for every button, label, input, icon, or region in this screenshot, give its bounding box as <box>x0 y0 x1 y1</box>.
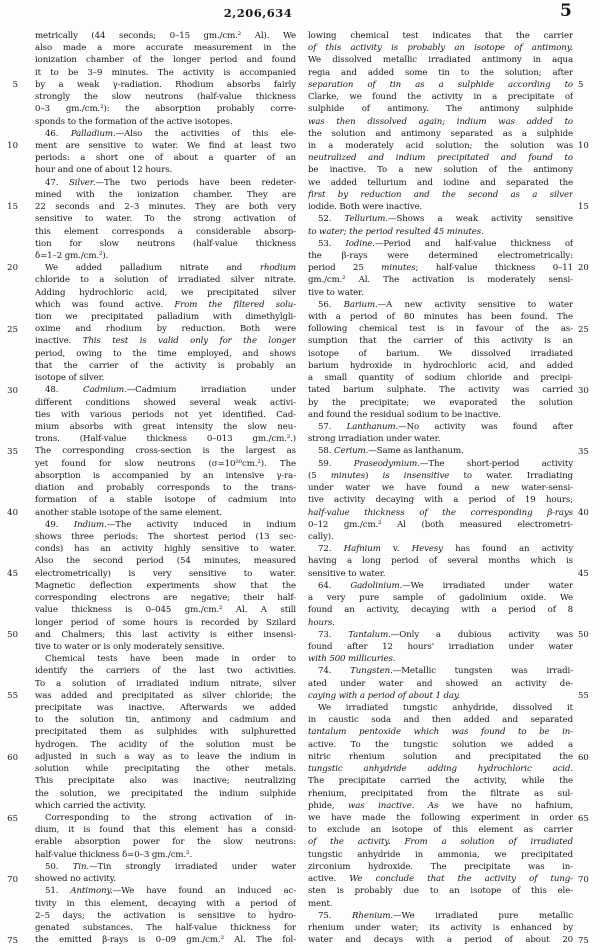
text-line: 47. Silver.—The two periods have been redeter- <box>45 177 296 188</box>
text-line: phide, was inactive. As we have no hafnium, <box>308 800 573 811</box>
text-line: 50. Tin.—Tin strongly irradiated under water <box>45 861 296 872</box>
text-line: water and decays with a period of about 20 <box>308 935 573 946</box>
text-line: 64. Gadolinium.—We irradiated under water <box>318 580 573 591</box>
text-line: in a moderately acid solution; the solution was <box>308 140 573 151</box>
text-line: 0–12 gm./cm.² Al (both measured electrometri- <box>308 519 573 530</box>
text-line: that the carrier of the activity is probably an <box>35 360 296 371</box>
margin-line-number: 75 <box>578 936 589 947</box>
text-line: to water; the period resulted 45 minutes. <box>308 226 484 237</box>
text-line: hour and one of about 12 hours. <box>35 165 173 176</box>
text-line: strong irradiation under water. <box>308 434 441 445</box>
text-line: it to be 3–9 minutes. The activity is accompanied <box>35 67 296 78</box>
margin-line-number: 35 <box>7 446 18 457</box>
text-line: Magnetic deflection experiments show that the <box>35 580 296 591</box>
text-line: different conditions showed several weak activi- <box>35 397 296 408</box>
margin-line-number: 45 <box>578 569 589 580</box>
text-line: hydrogen. The acidity of the solution must be <box>35 739 296 750</box>
text-line: ment are sensitive to water. We find at least two <box>35 140 296 151</box>
margin-line-number: 65 <box>578 813 589 824</box>
text-line: first by reduction and the second as a silver <box>308 189 573 200</box>
text-line: 73. Tantalum.—Only a dubious activity was <box>318 629 573 640</box>
margin-line-number: 5 <box>578 79 584 90</box>
text-line: active. We conclude that the activity of tung- <box>308 874 573 885</box>
text-line: Chemical tests have been made in order to <box>45 654 296 665</box>
text-line: of this activity is probably an isotope of antimony. <box>308 43 573 54</box>
text-line: 53. Iodine.—Period and half-value thickness of <box>318 238 573 249</box>
text-line: regia and added some tin to the solution; after <box>308 67 573 78</box>
text-line: precipitate was inactive. Afterwards we added <box>35 703 296 714</box>
margin-line-number: 30 <box>578 385 589 396</box>
text-line: we added tellurium and iodine and separated the <box>308 177 573 188</box>
text-line: formation of a stable isotope of cadmium into <box>35 495 296 506</box>
text-line: half-value thickness of the corresponding β-rays <box>308 507 573 518</box>
text-line: isotope of silver. <box>35 373 105 384</box>
text-line: a small quantity of sodium chloride and precipi- <box>308 373 573 384</box>
margin-line-number: 75 <box>7 936 18 947</box>
margin-line-number: 55 <box>7 691 18 702</box>
text-line: sulphide of antimony. The antimony sulphide <box>308 104 573 115</box>
text-line: caying with a period of about 1 day. <box>308 690 461 701</box>
margin-line-number: 20 <box>7 263 18 274</box>
text-line: solution while precipitating the other metals. <box>35 764 296 775</box>
text-line: oxime and rhodium by reduction. Both were <box>35 324 296 335</box>
text-line: δ=1–2 gm./cm.²). <box>35 250 109 261</box>
text-line: ated under water and showed an activity de- <box>308 678 573 689</box>
margin-line-number: 70 <box>578 874 589 885</box>
text-line: and found the residual sodium to be inactive. <box>308 409 501 420</box>
text-line: ionization chamber of the longer period and found <box>35 55 296 66</box>
margin-line-number: 70 <box>7 874 18 885</box>
margin-line-number: 15 <box>7 202 18 213</box>
text-line: This precipitate also was inactive; neutralizing <box>35 776 296 787</box>
text-line: tated barium sulphate. The activity was carried <box>308 385 573 396</box>
text-line: sensitive to water. <box>308 568 386 579</box>
text-line: electrometrically) is very sensitive to water. <box>35 568 296 579</box>
text-line: was then dissolved again; indium was added to <box>308 116 573 127</box>
text-line: tive to water. <box>308 287 364 298</box>
text-line: shows three periods: The shortest period (13 sec- <box>35 531 296 542</box>
text-line: was added and precipitated as silver chloride; the <box>35 690 296 701</box>
text-line: nitric rhenium solution and precipitated the <box>308 751 573 762</box>
text-line: tion we precipitated palladium with dimethylgli- <box>35 312 296 323</box>
text-line: dium, it is found that this element has a consid- <box>35 825 296 836</box>
text-line: 51. Antimony.—We have found an induced ac- <box>45 886 296 897</box>
text-line: 59. Praseodymium.—The short-period activity <box>318 458 573 469</box>
margin-line-number: 25 <box>7 324 18 335</box>
text-line: We irradiated tungstic anhydride, dissolved it <box>318 703 573 714</box>
text-line: also made a more accurate measurement in the <box>35 43 296 54</box>
text-line: to the solution tin, antimony and cadmium and <box>35 715 296 726</box>
text-line: trons. (Half-value thickness 0–013 gm./cm.².) <box>35 434 296 445</box>
text-line: zirconium hydroxide. The precipitate was in- <box>308 861 573 872</box>
text-line: tungstic anhydride adding hydrochloric acid. <box>308 764 573 775</box>
text-line: by a weak γ-radiation. Rhodium absorbs fairly <box>35 79 296 90</box>
margin-line-number: 25 <box>578 324 589 335</box>
text-line: 2–5 days; the activation is sensitive to hydro- <box>35 910 296 921</box>
text-line: with 500 millicuries. <box>308 654 396 665</box>
text-line: precipitated them as sulphides with sulphuretted <box>35 727 296 738</box>
text-line: sponds to the formation of the active isotopes. <box>35 116 233 127</box>
margin-line-number: 10 <box>7 141 18 152</box>
margin-line-number: 50 <box>7 630 18 641</box>
text-line: chloride to a solution of irradiated silver nitrate. <box>35 275 296 286</box>
text-line: isotope of barium. We dissolved irradiated <box>308 348 573 359</box>
text-line: half-value thickness δ=0–3 gm./cm.². <box>35 849 193 860</box>
text-line: strongly the slow neutrons (half-value thickness <box>35 92 296 103</box>
text-line: inactive. This test is valid only for the longer <box>35 336 296 347</box>
text-line: sten is probably due to an isotope of this ele- <box>308 886 573 897</box>
margin-line-number: 40 <box>578 507 589 518</box>
text-line: 48. Cadmium.—Cadmium irradiation under <box>45 385 296 396</box>
text-line: a very pure sample of gadolinium oxide. We <box>308 593 573 604</box>
text-line: tive to water or is only moderately sensitive. <box>35 641 225 652</box>
margin-line-number: 60 <box>578 752 589 763</box>
text-line: sumption that the carrier of this activity is an <box>308 336 573 347</box>
text-line: tion for slow neutrons (half-value thickness <box>35 238 296 249</box>
text-line: neutralized and indium precipitated and found to <box>308 153 573 164</box>
text-line: cally). <box>308 531 334 542</box>
margin-line-number: 55 <box>578 691 589 702</box>
text-line: and Chalmers; this last activity is either insensi- <box>35 629 296 640</box>
text-line: tive activity decaying with a period of 19 hours; <box>308 495 573 506</box>
text-line: rhenium under water; its activity is enhanced by <box>308 922 573 933</box>
text-line: another stable isotope of the same element. <box>35 507 223 518</box>
text-line: mined with the ionization chamber. They are <box>35 189 296 200</box>
text-line: following chemical test is in favour of the as- <box>308 324 573 335</box>
text-line: identify the carriers of the last two activities. <box>35 666 296 677</box>
patent-number: 2,206,634 <box>223 6 293 20</box>
margin-line-number: 45 <box>7 569 18 580</box>
text-line: 22 seconds and 2–3 minutes. They are both very <box>35 202 296 213</box>
text-line: in caustic soda and then added and separated <box>308 715 573 726</box>
margin-line-number: 50 <box>578 630 589 641</box>
text-line: tantalum pentoxide which was found to be in- <box>308 727 573 738</box>
margin-line-number: 60 <box>7 752 18 763</box>
text-line: diation and probably corresponds to the trans- <box>35 483 296 494</box>
text-line: 52. Tellurium.—Shows a weak activity sensitive <box>318 214 573 225</box>
text-line: iodide. Both were inactive. <box>308 202 423 213</box>
text-line: 72. Hafnium v. Hevesy has found an activity <box>318 544 573 555</box>
margin-line-number: 15 <box>578 202 589 213</box>
text-line: adjusted in such a way as to leave the indium in <box>35 751 296 762</box>
text-line: We added palladium nitrate and rhodium <box>45 263 296 274</box>
text-line: conds) has an activity highly sensitive to water. <box>35 544 296 555</box>
text-line: the solution and antimony separated as a sulphide <box>308 128 573 139</box>
text-line: 75. Rhenium.—We irradiated pure metallic <box>318 910 573 921</box>
text-line: found an activity, decaying with a period of 8 <box>308 605 573 616</box>
text-line: we have made the following experiment in order <box>308 813 573 823</box>
margin-line-number: 30 <box>7 385 18 396</box>
text-line: to exclude an isotope of this element as carrier <box>308 825 573 836</box>
text-line: Adding hydrochloric acid, we precipitated silver <box>35 287 296 298</box>
text-line: longer period of some hours is recorded by Szilard <box>35 617 296 628</box>
text-line: rhenium, precipitated from the filtrate as sul- <box>308 788 573 799</box>
margin-line-number: 40 <box>7 507 18 518</box>
text-line: Also the second period (54 minutes, measured <box>35 556 296 567</box>
text-line: periods: a short one of about a quarter of an <box>35 153 296 164</box>
margin-line-number: 10 <box>578 141 589 152</box>
text-line: active. To the tungstic solution we added a <box>308 739 573 750</box>
text-line: Clarke, we found the activity in a precipitate of <box>308 92 573 103</box>
text-line: showed no activity. <box>35 874 116 885</box>
text-line: ment. <box>308 898 333 909</box>
right-text-column <box>308 30 573 946</box>
text-line: this element corresponds a considerable absorp- <box>35 226 296 237</box>
text-line: under water we have found a new water-sensi- <box>308 483 573 494</box>
text-line: of the activity. From a solution of irradiated <box>308 837 573 848</box>
text-line: with a period of 80 minutes has been found. The <box>308 312 573 323</box>
text-line: 46. Palladium.—Also the activities of this ele- <box>45 128 296 139</box>
page-number: 5 <box>560 1 572 21</box>
text-line: the emitted β-rays is 0–09 gm./cm.² Al. The fol- <box>35 935 296 946</box>
text-line: genated substances. The half-value thickness for <box>35 922 296 933</box>
text-line: (5 minutes) is insensitive to water. Irradiating <box>308 470 573 481</box>
text-line: We dissolved metallic irradiated antimony in aqua <box>308 55 573 66</box>
text-line: corresponding electrons are negative; their half- <box>35 593 296 604</box>
text-line: 0–3 gm./cm.²): the absorption probably corre- <box>35 104 296 115</box>
text-line: 74. Tungsten.—Metallic tungsten was irradi- <box>318 666 573 677</box>
text-line: The corresponding cross-section is the largest as <box>35 446 296 457</box>
text-line: tungstic anhydride in ammonia, we precipitated <box>308 849 573 860</box>
text-line: which carried the activity. <box>35 800 146 811</box>
text-line: 58. Cerium.—Same as lanthanum. <box>318 446 464 457</box>
margin-line-number: 5 <box>12 79 18 90</box>
text-line: yet found for slow neutrons (σ=10²⁰cm.²). The <box>35 458 296 469</box>
text-line: by the precipitate; we evaporated the solution <box>308 397 573 408</box>
text-line: To a solution of irradiated indium nitrate, silver <box>35 678 296 689</box>
text-line: 56. Barium.—A new activity sensitive to water <box>318 299 573 310</box>
margin-line-number: 35 <box>578 446 589 457</box>
text-line: barium hydroxide in hydrochloric acid, and added <box>308 360 573 371</box>
text-line: having a long period of several months which is <box>308 556 573 567</box>
text-line: lowing chemical test indicates that the carrier <box>308 31 573 41</box>
text-line: be inactive. To a new solution of the antimony <box>308 165 573 176</box>
text-line: metrically (44 seconds; 0–15 gm./cm.² Al). We <box>35 31 296 41</box>
text-line: separation of tin as a sulphide according to <box>308 79 573 90</box>
text-line: period, owing to the time employed, and shows <box>35 348 296 359</box>
left-text-column <box>35 30 296 946</box>
text-line: period 25 minutes; half-value thickness 0–11 <box>308 263 573 274</box>
text-line: found after 12 hours' irradiation under water <box>308 641 573 652</box>
margin-line-number: 20 <box>578 263 589 274</box>
text-line: Corresponding to the strong activation of in- <box>45 813 296 823</box>
text-line: mium absorbs with great intensity the slow neu- <box>35 422 296 432</box>
text-line: tivity in this element, decaying with a period of <box>35 898 296 909</box>
text-line: absorption is accompanied by an intensive γ-ra- <box>35 470 296 481</box>
text-line: 57. Lanthanum.—No activity was found after <box>318 422 573 432</box>
text-line: The precipitate carried the activity, while the <box>308 776 573 787</box>
text-line: the β-rays were determined electrometrically: <box>308 250 573 261</box>
margin-line-number: 65 <box>7 813 18 824</box>
text-line: sensitive to water. To the strong activation of <box>35 214 296 225</box>
text-line: ties with various periods not yet identified. Cad- <box>35 409 296 420</box>
text-line: erable absorption power for the slow neutrons: <box>35 837 296 848</box>
text-line: which was found active. From the filtered solu- <box>35 299 296 310</box>
text-line: 49. Indium.—The activity induced in indium <box>45 519 296 530</box>
text-line: value thickness is 0–045 gm./cm.² Al. A still <box>35 605 296 616</box>
text-line: the solution, we precipitated the indium sulphide <box>35 788 296 799</box>
text-line: hours. <box>308 617 335 628</box>
text-line: gm./cm.² Al. The activation is moderately sensi- <box>308 275 573 286</box>
